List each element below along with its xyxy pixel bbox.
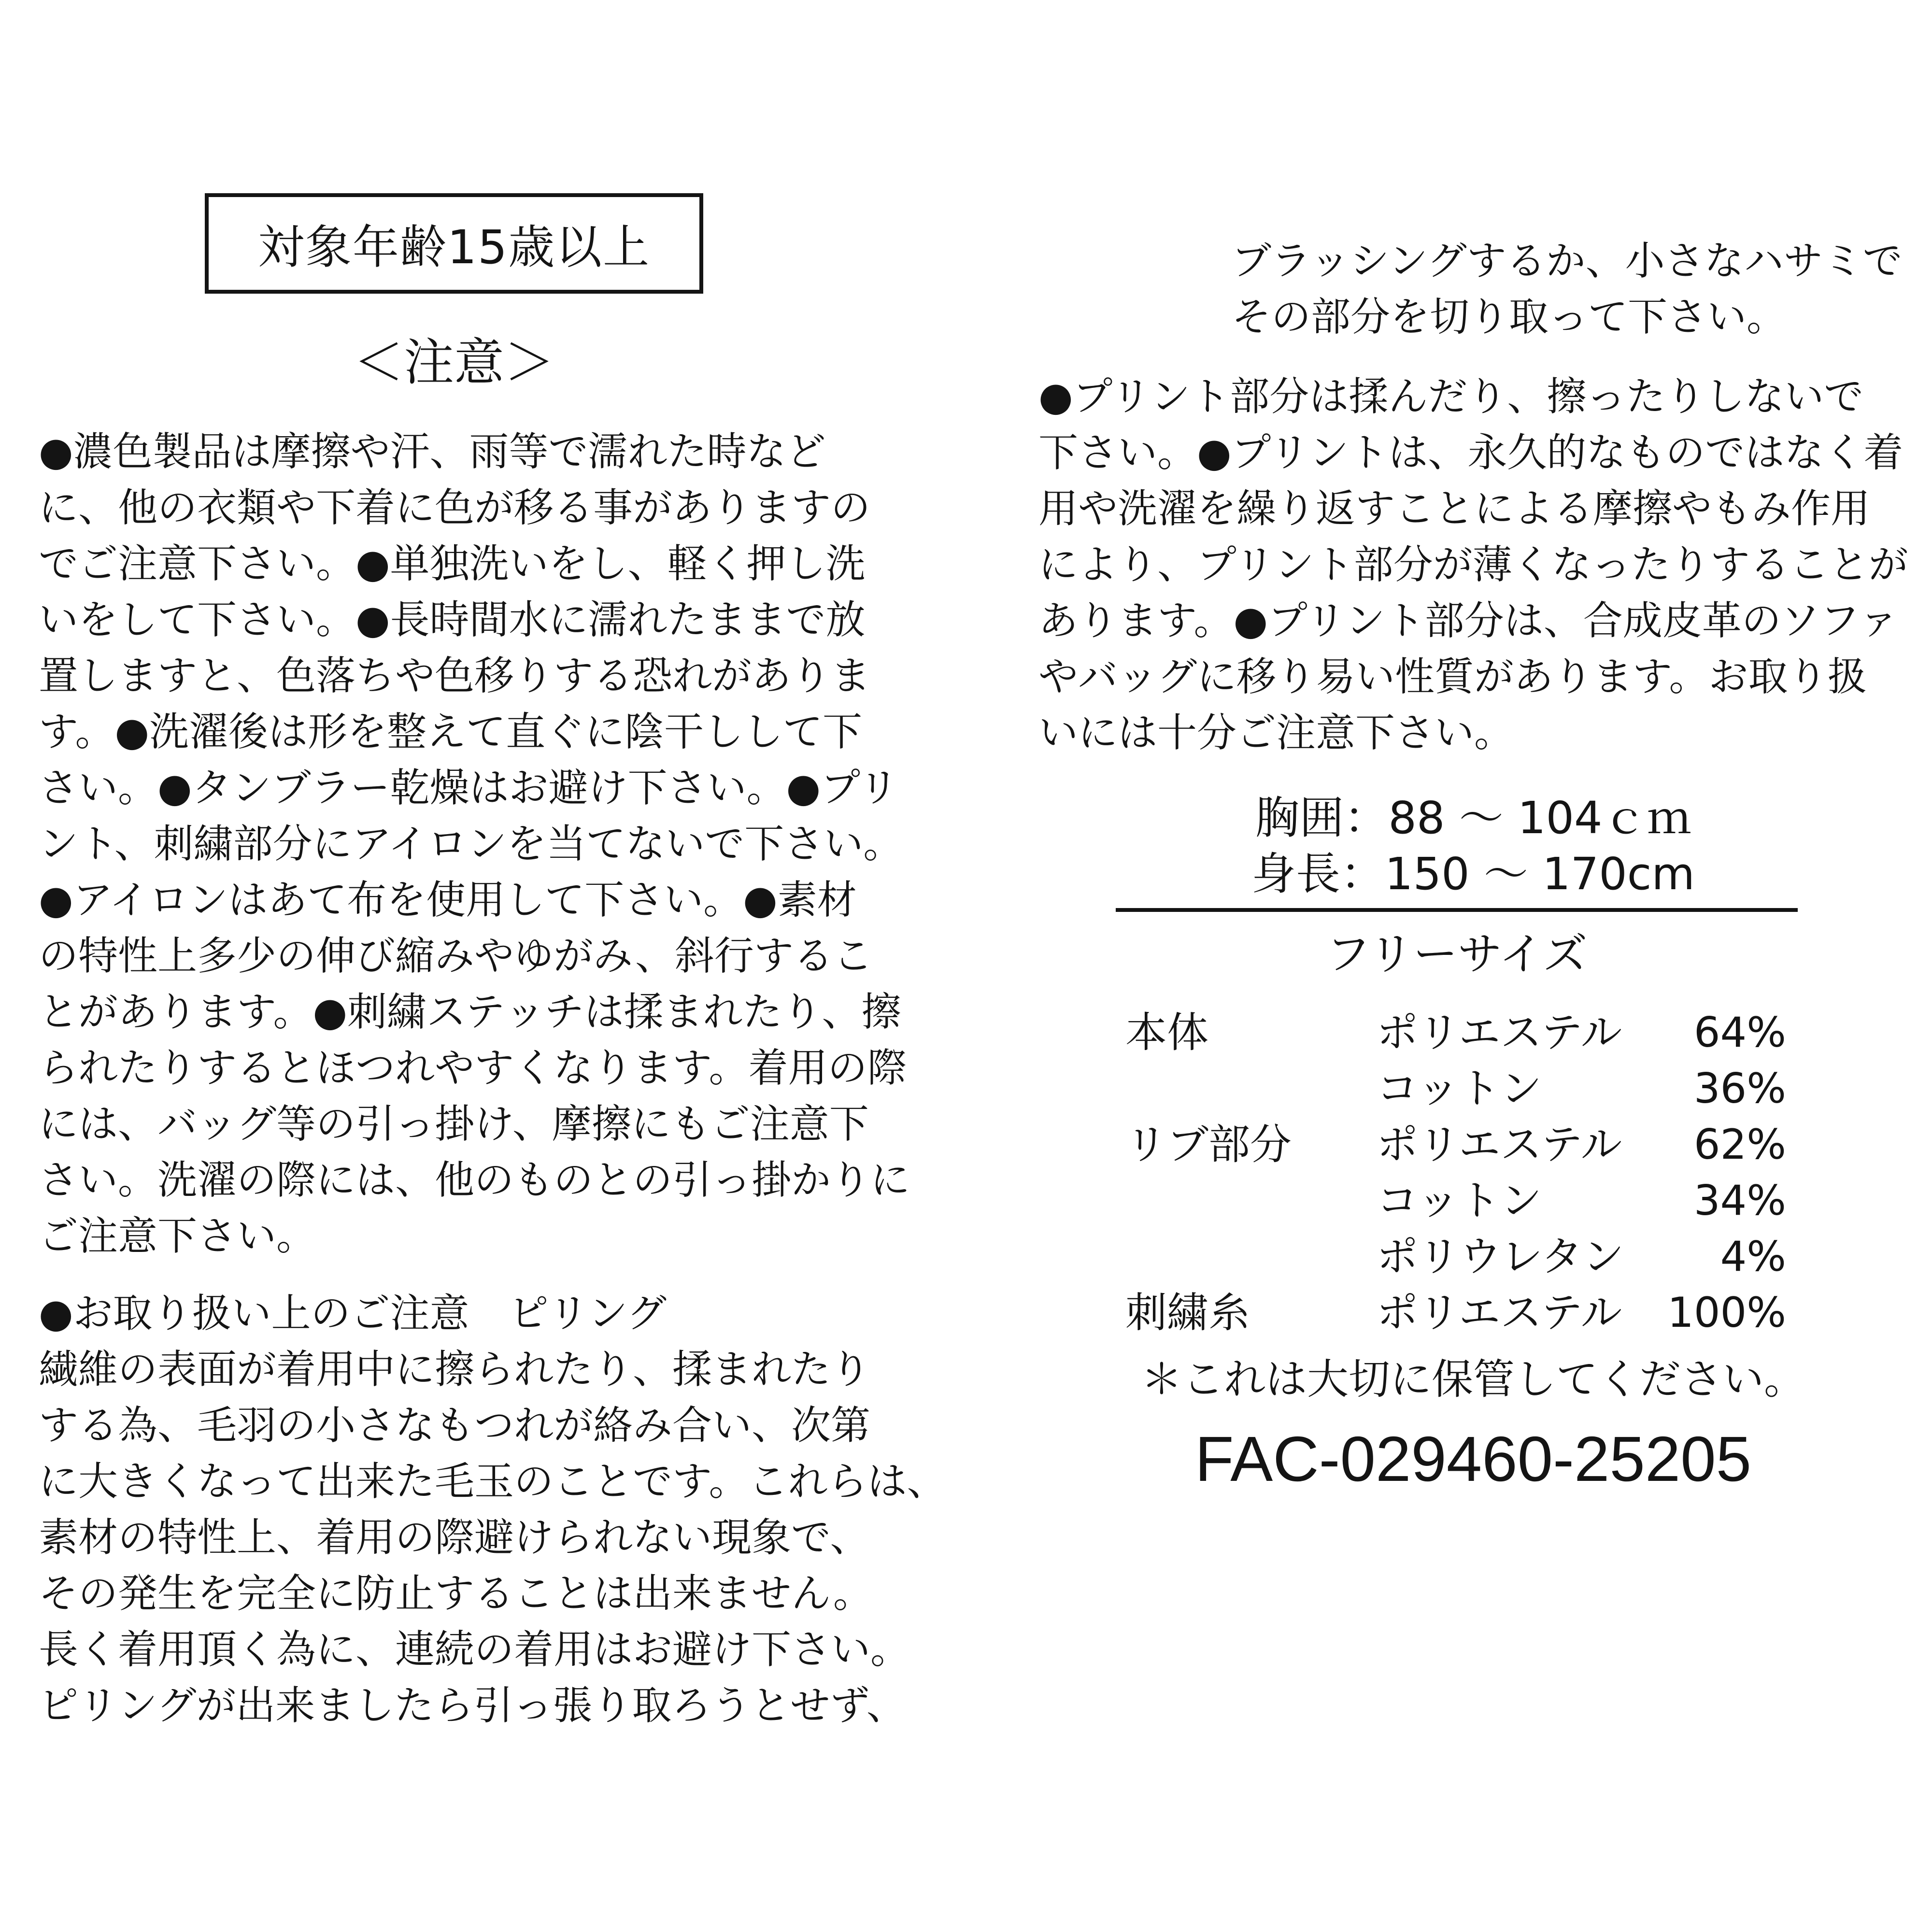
caution-line: さい。洗濯の際には、他のものとの引っ掛かりに xyxy=(39,1157,910,1203)
caution-line: とがあります。●刺繍ステッチは揉まれたり、擦 xyxy=(39,989,901,1035)
age-label-box xyxy=(205,193,703,294)
print-line: 用や洗濯を繰り返すことによる摩擦やもみ作用 xyxy=(1038,486,1871,532)
material-part: 刺繍糸 xyxy=(1125,1289,1250,1337)
material-name: ポリエステル xyxy=(1377,1121,1622,1169)
caution-line: さい。●タンブラー乾燥はお避け下さい。●プリ xyxy=(39,765,898,811)
caution-line: でご注意下さい。●単独洗いをし、軽く押し洗 xyxy=(39,541,866,587)
print-line: により、プリント部分が薄くなったりすることが xyxy=(1038,542,1908,588)
material-name: コットン xyxy=(1377,1065,1542,1113)
material-row xyxy=(1125,1117,1802,1173)
material-name: ポリウレタン xyxy=(1377,1233,1624,1281)
divider xyxy=(1116,908,1798,912)
print-line: やバッグに移り易い性質があります。お取り扱 xyxy=(1038,654,1867,700)
print-line: いには十分ご注意下さい。 xyxy=(1038,710,1514,756)
material-row xyxy=(1125,1229,1802,1285)
pilling-line: 繊維の表面が着用中に擦られたり、揉まれたり xyxy=(39,1347,871,1392)
pilling-line: その発生を完全に防止することは出来ません。 xyxy=(39,1571,873,1617)
print-line: 下さい。●プリントは、永久的なものではなく着 xyxy=(1038,430,1904,476)
pilling-cont-line: その部分を切り取って下さい。 xyxy=(1232,294,1787,340)
caution-line: ●アイロンはあて布を使用して下さい。●素材 xyxy=(39,877,857,923)
caution-line: られたりするとほつれやすくなります。着用の際 xyxy=(39,1045,907,1091)
pilling-line: 素材の特性上、着用の際避けられない現象で、 xyxy=(39,1515,870,1561)
material-percent: 100% xyxy=(1667,1289,1786,1337)
material-part: リブ部分 xyxy=(1125,1121,1292,1169)
material-percent: 36% xyxy=(1693,1065,1786,1113)
keep-note: ＊これは大切に保管してください。 xyxy=(1141,1355,1805,1404)
caution-line: に、他の衣類や下着に色が移る事がありますの xyxy=(39,485,871,531)
pilling-line: に大きくなって出来た毛玉のことです。これらは、 xyxy=(39,1459,947,1505)
pilling-continued-text xyxy=(1232,233,1903,345)
chest-size: 胸囲：88 ～ 104ｃｍ xyxy=(1255,792,1691,844)
material-row xyxy=(1125,1285,1802,1341)
material-percent: 62% xyxy=(1693,1121,1786,1169)
age-label: 対象年齢15歳以上 xyxy=(257,220,651,274)
height-size: 身長：150 ～ 170cm xyxy=(1251,848,1695,900)
print-line: あります。●プリント部分は、合成皮革のソファ xyxy=(1038,598,1899,644)
caution-line: す。●洗濯後は形を整えて直ぐに陰干しして下 xyxy=(39,709,862,755)
caution-text xyxy=(39,424,910,1264)
pilling-line: する為、毛羽の小さなもつれが絡み合い、次第 xyxy=(39,1403,871,1449)
material-row xyxy=(1125,1173,1802,1229)
caution-line: ご注意下さい。 xyxy=(39,1213,316,1259)
pilling-cont-line: ブラッシングするか、小さなハサミで xyxy=(1232,238,1903,284)
pilling-line: ピリングが出来ましたら引っ張り取ろうとせず、 xyxy=(39,1683,906,1729)
material-percent: 64% xyxy=(1693,1009,1786,1057)
caution-line: には、バッグ等の引っ掛け、摩擦にもご注意下 xyxy=(39,1101,869,1147)
material-row xyxy=(1125,1005,1802,1061)
material-name: ポリエステル xyxy=(1377,1009,1622,1057)
material-part: 本体 xyxy=(1125,1009,1208,1057)
product-code: FAC-029460-25205 xyxy=(1194,1423,1752,1494)
caution-line: ●濃色製品は摩擦や汗、雨等で濡れた時など xyxy=(39,429,826,475)
material-name: ポリエステル xyxy=(1377,1289,1622,1337)
material-name: コットン xyxy=(1377,1177,1542,1225)
caution-title: ＜注意＞ xyxy=(353,333,554,392)
print-caution-text xyxy=(1038,369,1918,761)
pilling-line: ●お取り扱い上のご注意 ピリング xyxy=(39,1291,667,1336)
material-row xyxy=(1125,1061,1802,1117)
free-size-label: フリーサイズ xyxy=(1326,928,1588,980)
material-percent: 34% xyxy=(1693,1177,1786,1225)
caution-line: ント、刺繍部分にアイロンを当てないで下さい。 xyxy=(39,821,903,867)
pilling-text xyxy=(39,1286,947,1734)
print-line: ●プリント部分は揉んだり、擦ったりしないで xyxy=(1038,374,1864,420)
caution-line: 置しますと、色落ちや色移りする恐れがありま xyxy=(39,653,871,699)
material-percent: 4% xyxy=(1720,1233,1786,1281)
caution-line: いをして下さい。●長時間水に濡れたままで放 xyxy=(39,597,866,643)
pilling-line: 長く着用頂く為に、連続の着用はお避け下さい。 xyxy=(39,1627,910,1673)
caution-line: の特性上多少の伸び縮みやゆがみ、斜行するこ xyxy=(39,933,873,979)
